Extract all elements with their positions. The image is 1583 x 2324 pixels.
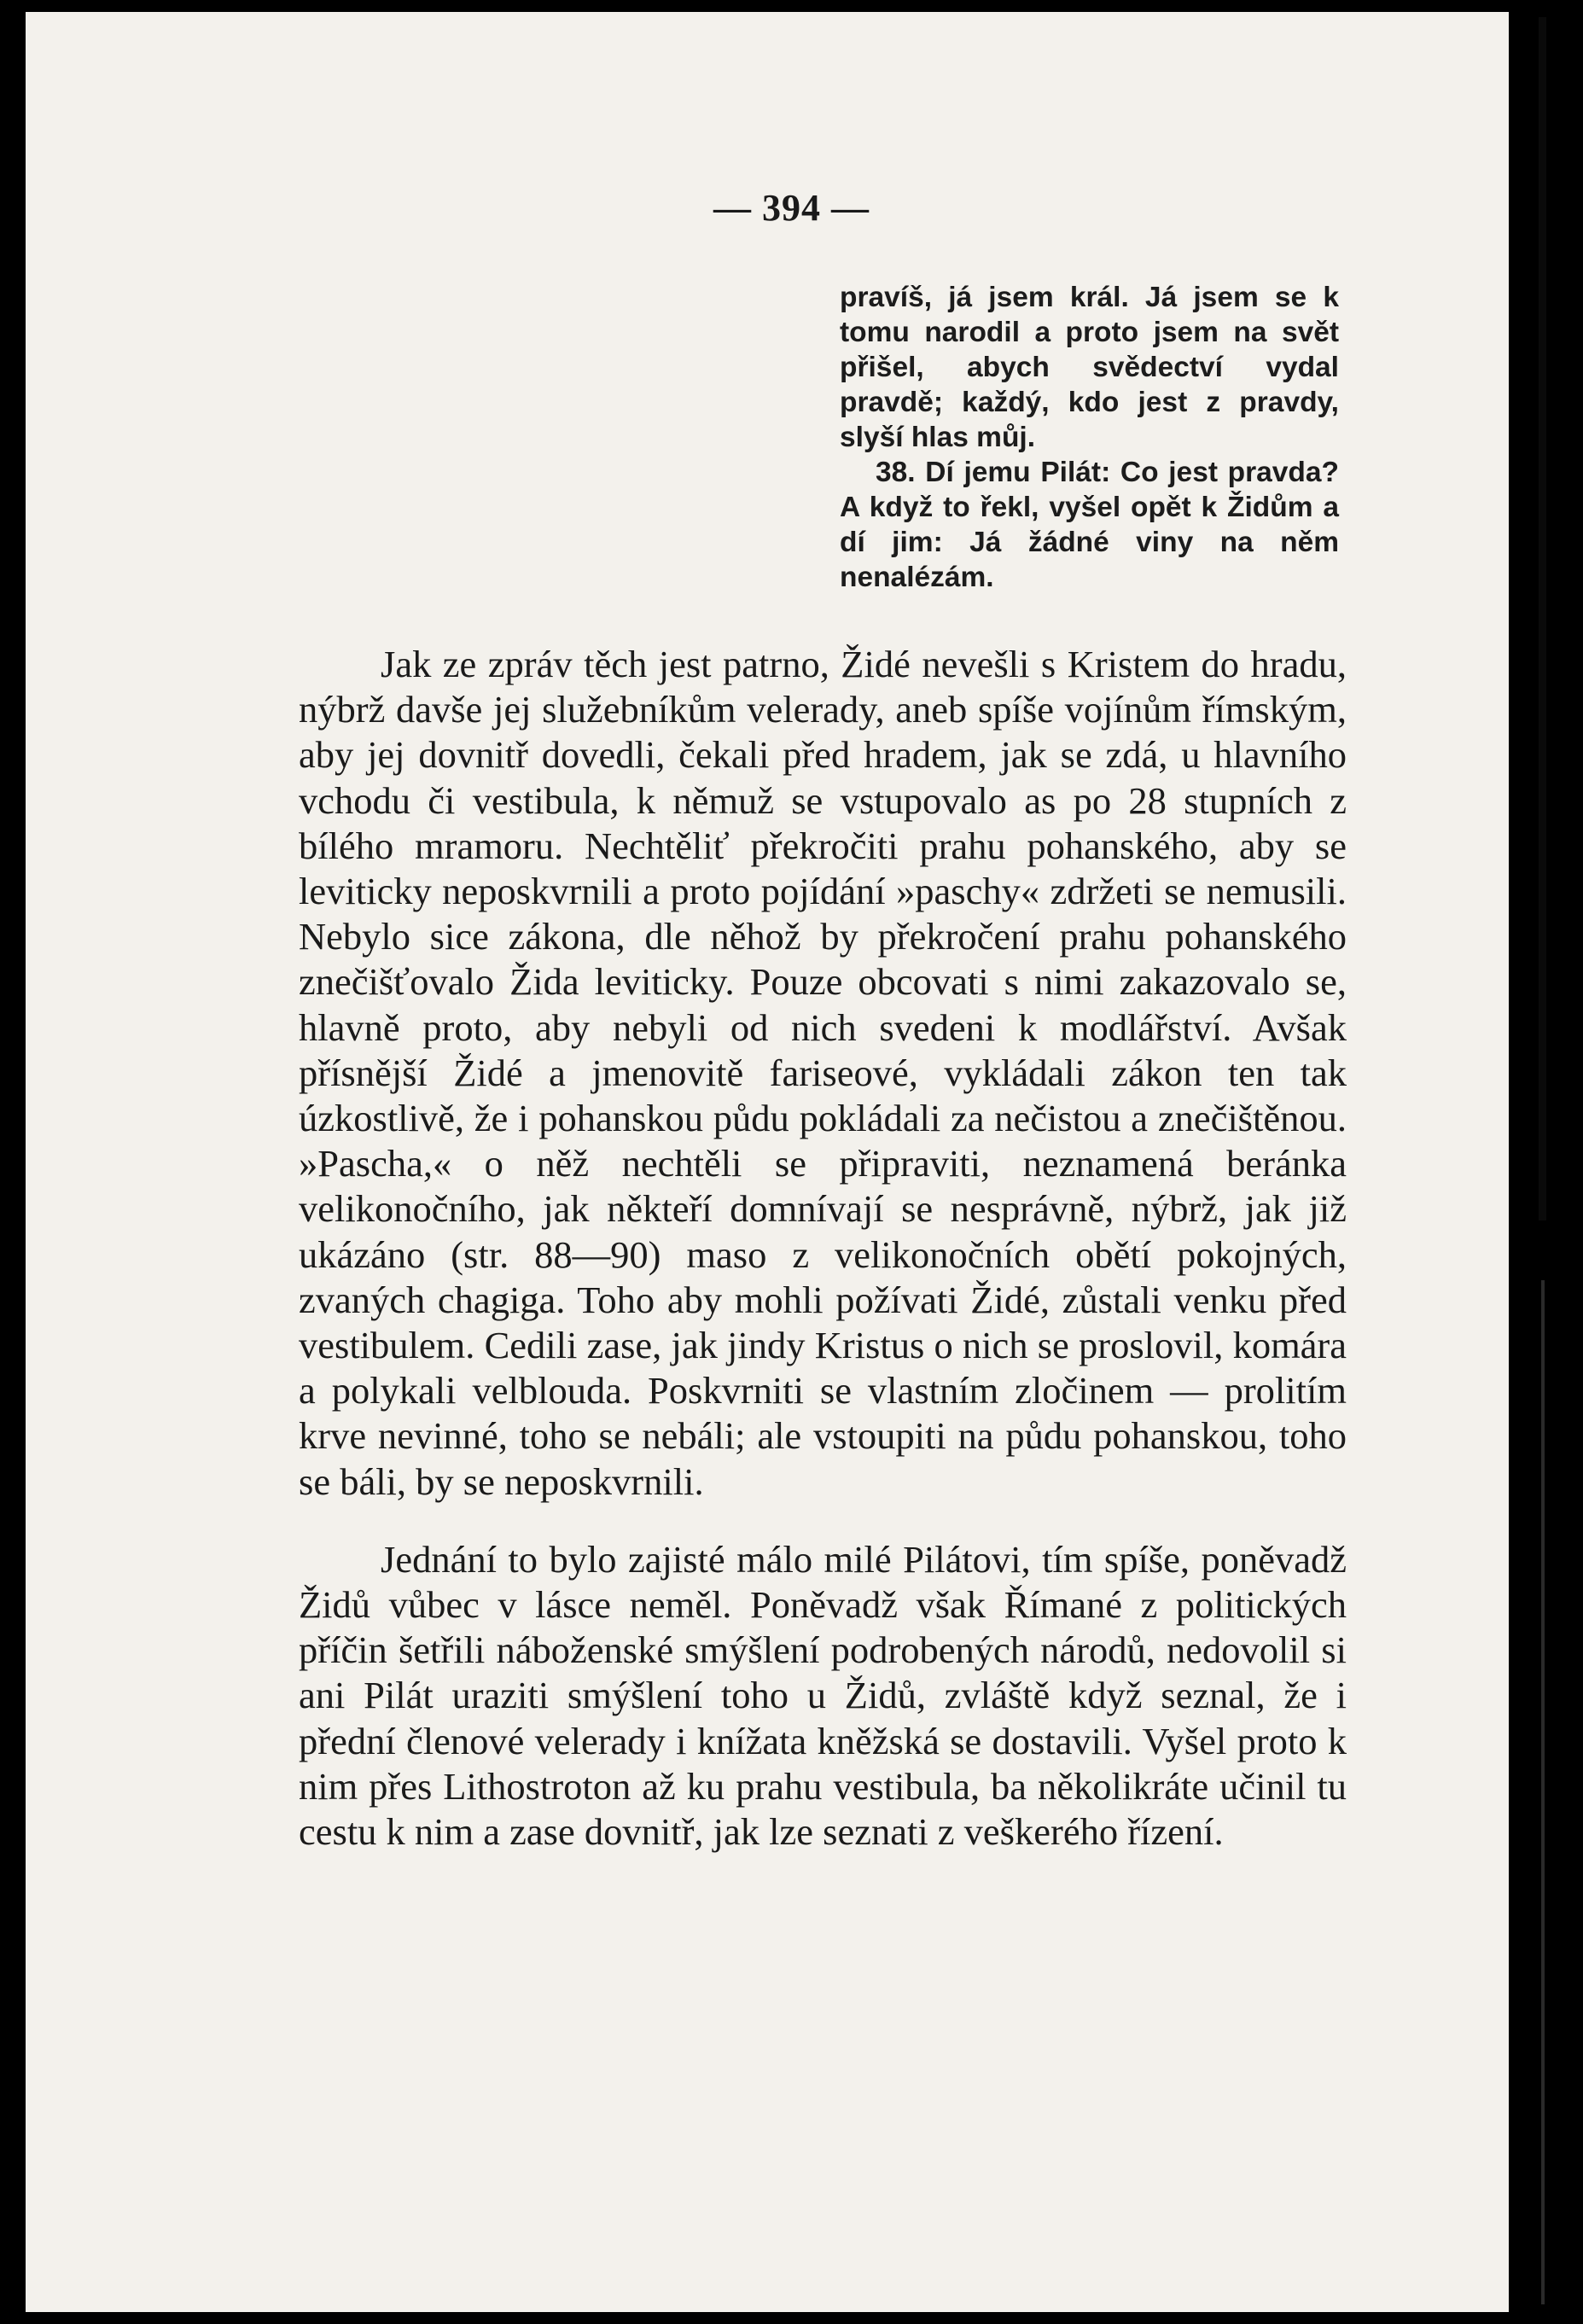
quote-verse-38: 38. Dí jemu Pilát: Co jest pravda? A když to řekl, vyšel opět k Židům a dí jim: Já žádné viny na něm nenalézám. <box>840 457 1339 593</box>
commentary-paragraph-1: Jak ze zpráv těch jest patrno, Židé nevešli s Kristem do hradu, nýbrž davše jej služebníkům velerady, aneb spíše vojínům římským, aby jej dovnitř dovedli, čekali před hradem, jak se zdá, u hlavního vchodu či vestibula, k němuž se vstupovalo as po 28 stupních z bílého mramoru. Nechtěliť překročiti prahu pohanského, aby se leviticky neposkvrnili a proto pojídání »paschy« zdržeti se nemusili. Nebylo sice zákona, dle něhož by překročení prahu pohanského znečišťovalo Žida leviticky. Pouze obcovati s nimi zakazovalo se, hlavně proto, aby nebyli od nich svedeni k modlářství. Avšak přísnější Židé a jmenovitě fariseové, vykládali zákon ten tak úzkostlivě, že i pohanskou půdu pokládali za nečistou a znečištěnou. »Pascha,« o něž nechtěli se připraviti, neznamená beránka velikonočního, jak někteří domnívají se nesprávně, nýbrž, jak již ukázáno (str. 88—90) maso z velikonočních obětí pokojných, zvaných chagiga. Toho aby mohli požívati Židé, zůstali venku před vestibulem. Cedili zase, jak jindy Kristus o nich se proslovil, komára a polykali velblouda. Poskvrniti se vlastním zločinem — prolitím krve nevinné, toho se nebáli; ale vstoupiti na půdu pohanskou, toho se báli, by se neposkvrnili. <box>299 643 1347 1503</box>
scripture-quote <box>840 280 1339 595</box>
commentary-paragraph-2: Jednání to bylo zajisté málo milé Pilátovi, tím spíše, poněvadž Židů vůbec v lásce neměl. Poněvadž však Římané z politických příčin šetřili náboženské smýšlení podrobených národů, nedovolil si ani Pilát uraziti smýšlení toho u Židů, zvláště když seznal, že i přední členové velerady i knížata kněžská se dostavili. Vyšel proto k nim přes Lithostroton až ku prahu vestibula, ba několikráte učinil tu cestu k nim a zase dovnitř, jak lze seznati z veškerého řízení. <box>299 1537 1347 1854</box>
page-edge-rule-lower <box>1541 1280 1545 2304</box>
quote-paragraph-1: pravíš, já jsem král. Já jsem se k tomu narodil a proto jsem na svět přišel, abych svědectví vydal pravdě; každý, kdo jest z pravdy, slyší hlas můj. <box>840 282 1339 453</box>
page-number: — 394 — <box>713 187 870 229</box>
commentary-text <box>299 642 1347 1855</box>
